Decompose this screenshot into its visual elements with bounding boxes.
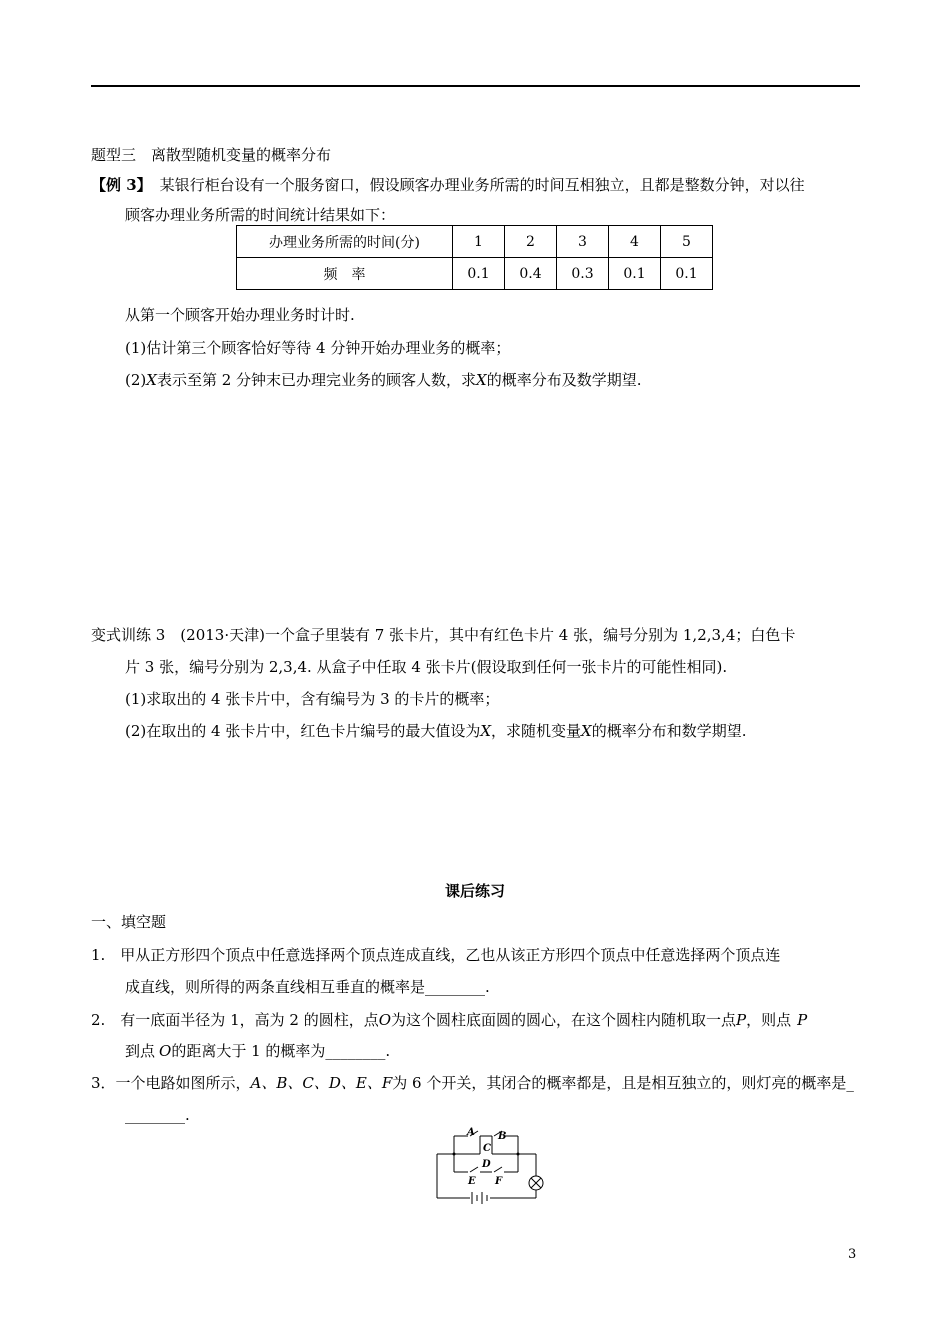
table-cell: 0.1: [609, 258, 661, 290]
example-line-3: 从第一个顾客开始办理业务时计时.: [125, 306, 355, 324]
p2-text-end: ，则点: [746, 1011, 792, 1029]
table-cell: 0.1: [661, 258, 713, 290]
switch-label-a: A: [467, 1127, 475, 1138]
problem-3-line-2: ________.: [125, 1106, 190, 1124]
p2-text: 2. 有一底面半径为 1，高为 2 的圆柱，点: [91, 1011, 379, 1029]
table-cell: 0.4: [505, 258, 557, 290]
variant-q2-text: (2)在取出的 4 张卡片中，红色卡片编号的最大值设为: [125, 722, 481, 740]
example-label: 【例 3】: [91, 176, 152, 194]
variant-q2-text-end: 的概率分布和数学期望.: [591, 722, 747, 740]
variable-x: X: [581, 722, 592, 740]
table-cell: 2: [505, 226, 557, 258]
problem-3-line-1: [91, 1073, 854, 1093]
variant-question-2: [125, 721, 747, 741]
circuit-diagram: [432, 1126, 550, 1206]
problem-2-line-1: [91, 1010, 807, 1030]
table-header-time: 办理业务所需的时间(分): [237, 226, 453, 258]
variable-x: X: [476, 371, 487, 389]
p3-text: 3．一个电路如图所示，: [91, 1074, 251, 1092]
practice-title: 课后练习: [444, 882, 505, 900]
variable-p: P: [797, 1011, 808, 1029]
variable-o: O: [378, 1011, 392, 1029]
variant-q2-text-mid: ，求随机变量: [491, 722, 582, 740]
example-question-1: (1)估计第三个顾客恰好等待 4 分钟开始办理业务的概率；: [125, 339, 511, 357]
table-cell: 3: [557, 226, 609, 258]
q2-text-end: 的概率分布及数学期望.: [486, 371, 642, 389]
variable-p: P: [736, 1011, 747, 1029]
page-number: 3: [848, 1247, 857, 1262]
table-cell: 1: [453, 226, 505, 258]
p3-text-end: 为 6 个开关，其闭合的概率都是，且是相互独立的，则灯亮的概率是_: [392, 1074, 854, 1092]
q2-text: 表示至第 2 分钟末已办理完业务的顾客人数，求: [156, 371, 477, 389]
section-title: 题型三 离散型随机变量的概率分布: [91, 146, 332, 164]
variant-question-1: (1)求取出的 4 张卡片中，含有编号为 3 的卡片的概率；: [125, 690, 500, 708]
problem-2-line-2: [125, 1041, 390, 1061]
variable-x: X: [146, 371, 157, 389]
example-question-2: [125, 370, 642, 390]
example-line-2: 顾客办理业务所需的时间统计结果如下：: [125, 206, 396, 224]
frequency-table: [236, 225, 713, 290]
variable-x: X: [480, 722, 492, 740]
table-cell: 5: [661, 226, 713, 258]
table-header-frequency: 频 率: [237, 258, 453, 290]
variant-line-1: 变式训练 3 (2013·天津)一个盒子里装有 7 张卡片，其中有红色卡片 4 张，编号分别为 1,2,3,4；白色卡: [91, 626, 796, 644]
practice-section: 一、填空题: [91, 913, 167, 931]
switch-label-e: E: [468, 1176, 476, 1187]
header-rule: [91, 85, 860, 87]
example-text-1: 某银行柜台设有一个服务窗口，假设顾客办理业务所需的时间互相独立，且都是整数分钟，对以往: [159, 176, 805, 194]
switch-label-f: F: [495, 1176, 503, 1187]
example-line-1: [91, 175, 805, 195]
switch-variables: A、B、C、D、E、F: [250, 1074, 393, 1092]
table-cell: 0.1: [453, 258, 505, 290]
switch-label-c: C: [483, 1143, 491, 1154]
table-cell: 4: [609, 226, 661, 258]
variable-o: O: [159, 1042, 172, 1060]
lamp-icon: [529, 1176, 543, 1190]
table-row: [237, 258, 713, 290]
p2-line2-text: 到点: [125, 1042, 156, 1060]
variant-line-2: 片 3 张，编号分别为 2,3,4. 从盒子中任取 4 张卡片(假设取到任何一张卡片的可能性相同).: [125, 658, 728, 676]
table-cell: 0.3: [557, 258, 609, 290]
q2-prefix: (2): [125, 371, 147, 389]
switch-label-d: D: [482, 1159, 491, 1170]
problem-1-line-1: 1. 甲从正方形四个顶点中任意选择两个顶点连成直线，乙也从该正方形四个顶点中任意选择两个顶点连: [91, 946, 781, 964]
table-row: [237, 226, 713, 258]
switch-label-b: B: [498, 1131, 507, 1142]
p2-line2-text-end: 的距离大于 1 的概率为________.: [171, 1042, 391, 1060]
problem-1-line-2: 成直线，则所得的两条直线相互垂直的概率是________.: [125, 978, 490, 996]
p2-text-mid: 为这个圆柱底面圆的圆心，在这个圆柱内随机取一点: [391, 1011, 737, 1029]
